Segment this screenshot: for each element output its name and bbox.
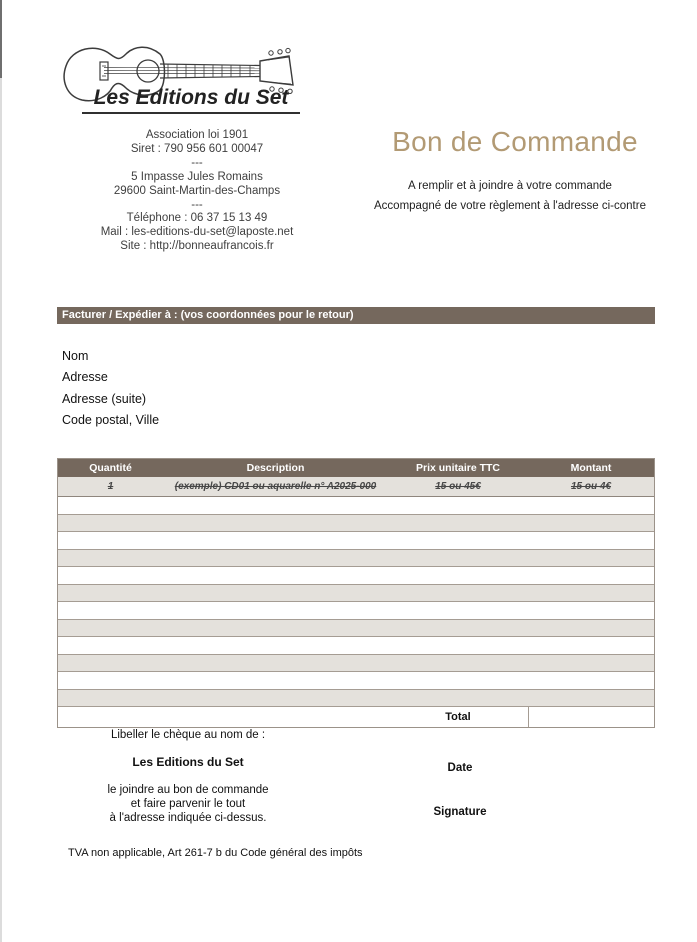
empty-order-row xyxy=(58,550,654,568)
empty-order-row xyxy=(58,567,654,585)
send-instruction-line: et faire parvenir le tout xyxy=(130,798,246,810)
send-instruction-line: le joindre au bon de commande xyxy=(107,784,269,796)
example-row xyxy=(58,477,654,497)
org-phone: Téléphone : 06 37 15 13 49 xyxy=(126,212,268,225)
org-separator: --- xyxy=(191,156,203,169)
field-label-address2: Adresse (suite) xyxy=(62,391,147,406)
send-instruction-line: à l'adresse indiquée ci-dessus. xyxy=(109,812,267,824)
window-edge xyxy=(0,0,2,942)
total-row xyxy=(58,707,654,727)
page-title: Bon de Commande xyxy=(392,126,638,157)
empty-order-row xyxy=(58,620,654,638)
send-instructions xyxy=(78,783,298,825)
empty-order-row xyxy=(58,497,654,515)
window-edge-top xyxy=(0,0,2,78)
billing-fields xyxy=(62,346,159,431)
example-amount: 15 ou 4€ xyxy=(570,481,612,492)
empty-order-row xyxy=(58,672,654,690)
empty-order-row xyxy=(58,585,654,603)
date-label: Date xyxy=(447,762,473,774)
org-line: 29600 Saint-Martin-des-Champs xyxy=(113,184,281,197)
order-table xyxy=(57,458,655,728)
total-spacer xyxy=(58,707,388,727)
header-amount: Montant xyxy=(570,462,612,474)
instruction-line: A remplir et à joindre à votre commande xyxy=(408,180,612,192)
org-details xyxy=(57,129,337,254)
empty-rows xyxy=(58,497,654,707)
order-instructions xyxy=(348,176,672,216)
payment-instructions xyxy=(78,729,298,825)
empty-order-row xyxy=(58,602,654,620)
org-line: Association loi 1901 xyxy=(145,129,249,141)
example-quantity: 1 xyxy=(107,481,114,492)
order-table-header xyxy=(58,459,654,477)
total-label: Total xyxy=(445,711,471,723)
header-unit-price: Prix unitaire TTC xyxy=(415,462,500,474)
total-amount-cell xyxy=(528,707,654,727)
org-website: Site : http://bonneaufrancois.fr xyxy=(120,240,274,253)
header-description: Description xyxy=(246,462,305,474)
tax-note: TVA non applicable, Art 261-7 b du Code général des impôts xyxy=(68,847,363,859)
empty-order-row xyxy=(58,532,654,550)
org-line: 5 Impasse Jules Romains xyxy=(131,170,263,183)
empty-order-row xyxy=(58,515,654,533)
signature-label: Signature xyxy=(433,806,487,818)
empty-order-row xyxy=(58,690,654,708)
header-quantity: Quantité xyxy=(89,462,132,474)
org-separator: --- xyxy=(191,198,203,211)
org-email: Mail : les-editions-du-set@laposte.net xyxy=(100,226,294,239)
instruction-line: Accompagné de votre règlement à l'adresse ci-contre xyxy=(374,200,646,212)
example-description: (exemple) CD01 ou aquarelle n° A2025-000 xyxy=(174,481,377,492)
cheque-instruction: Libeller le chèque au nom de : xyxy=(110,729,266,741)
cheque-payee: Les Editions du Set xyxy=(132,755,244,769)
example-unit-price: 15 ou 45€ xyxy=(435,481,481,492)
field-label-postal-city: Code postal, Ville xyxy=(62,412,160,427)
field-label-address: Adresse xyxy=(62,370,108,385)
empty-order-row xyxy=(58,637,654,655)
empty-order-row xyxy=(58,655,654,673)
brand-name: Les Editions du Set xyxy=(82,86,300,114)
org-line: Siret : 790 956 601 00047 xyxy=(130,142,264,155)
billing-section-bar: Facturer / Expédier à : (vos coordonnées pour le retour) xyxy=(57,307,655,324)
field-label-name: Nom xyxy=(62,349,89,363)
